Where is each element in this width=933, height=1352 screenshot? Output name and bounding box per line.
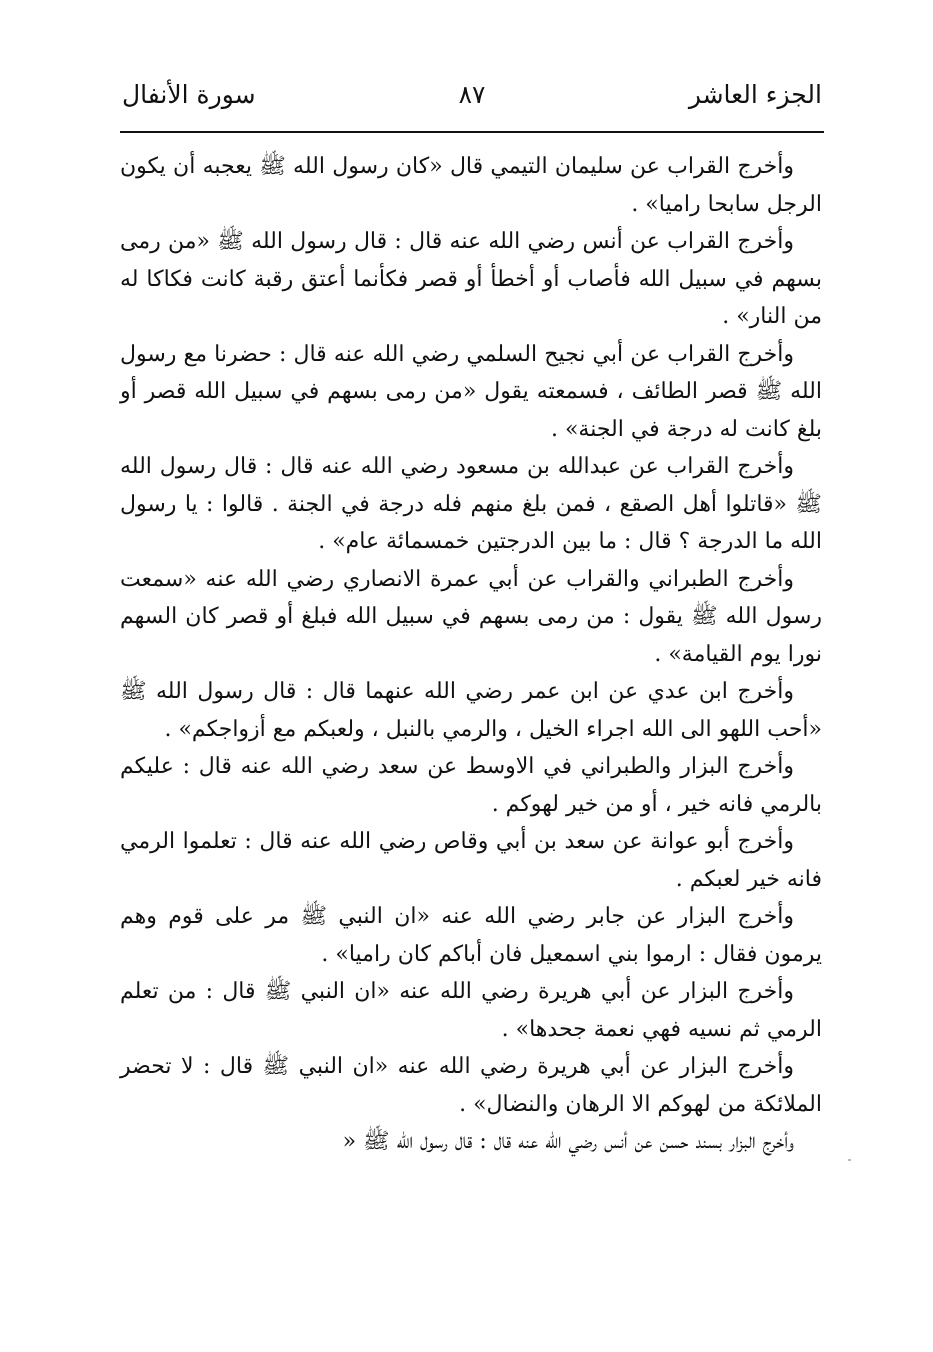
page-header bbox=[122, 80, 822, 124]
paragraph: وأخرج أبو عوانة عن سعد بن أبي وقاص رضي الله عنه قال : تعلموا الرمي فانه خير لعبكم . bbox=[120, 829, 822, 892]
juz-label: الجزء العاشر bbox=[688, 80, 822, 109]
paragraph: وأخرج البزار بسند حسن عن أنس رضي الله عنه قال : قال رسول الله ﷺ « bbox=[342, 1129, 794, 1154]
paragraph: وأخرج البزار عن أبي هريرة رضي الله عنه «ان النبي ﷺ قال : من تعلم الرمي ثم نسيه فهي نعمة جحدها» . bbox=[120, 979, 822, 1042]
paragraph: وأخرج القراب عن أبي نجيح السلمي رضي الله عنه قال : حضرنا مع رسول الله ﷺ قصر الطائف ، فسمعته يقول «من رمى بسهم في سبيل الله قصر أو بلغ كانت له درجة في الجنة» . bbox=[120, 341, 822, 442]
scan-speck bbox=[848, 1159, 851, 1161]
header-rule bbox=[120, 131, 824, 133]
paragraph: وأخرج القراب عن عبدالله بن مسعود رضي الله عنه قال : قال رسول الله ﷺ «قاتلوا أهل الصقع ، فمن بلغ منهم فله درجة في الجنة . قالوا : يا رسول الله ما الدرجة ؟ قال : ما بين الدرجتين خمسمائة عام» . bbox=[120, 454, 822, 554]
paragraph: وأخرج البزار والطبراني في الاوسط عن سعد رضي الله عنه قال : عليكم بالرمي فانه خير ، أو من خير لهوكم . bbox=[120, 754, 822, 817]
paragraph: وأخرج ابن عدي عن ابن عمر رضي الله عنهما قال : قال رسول الله ﷺ «أحب اللهو الى الله اجراء الخيل ، والرمي بالنبل ، ولعبكم مع أزواجكم» . bbox=[120, 679, 822, 742]
paragraph: وأخرج الطبراني والقراب عن أبي عمرة الانصاري رضي الله عنه «سمعت رسول الله ﷺ يقول : من رمى بسهم في سبيل الله فبلغ أو قصر كان السهم نورا يوم القيامة» . bbox=[120, 566, 822, 667]
paragraph: وأخرج القراب عن سليمان التيمي قال «كان رسول الله ﷺ يعجبه أن يكون الرجل سابحا راميا» . bbox=[120, 154, 822, 217]
paragraph: وأخرج البزار عن جابر رضي الله عنه «ان النبي ﷺ مر على قوم وهم يرمون فقال : ارموا بني اسمعيل فان أباكم كان راميا» . bbox=[120, 904, 822, 967]
surah-label: سورة الأنفال bbox=[122, 80, 256, 109]
paragraph: وأخرج البزار عن أبي هريرة رضي الله عنه «ان النبي ﷺ قال : لا تحضر الملائكة من لهوكم الا الرهان والنضال» . bbox=[120, 1054, 822, 1117]
page-body bbox=[120, 148, 822, 1161]
paragraph: وأخرج القراب عن أنس رضي الله عنه قال : قال رسول الله ﷺ «من رمى بسهم في سبيل الله فأصاب أو أخطأ أو قصر فكأنما أعتق رقبة كانت فكاكا له من النار» . bbox=[120, 229, 822, 329]
page-number: ٨٧ bbox=[458, 80, 486, 109]
